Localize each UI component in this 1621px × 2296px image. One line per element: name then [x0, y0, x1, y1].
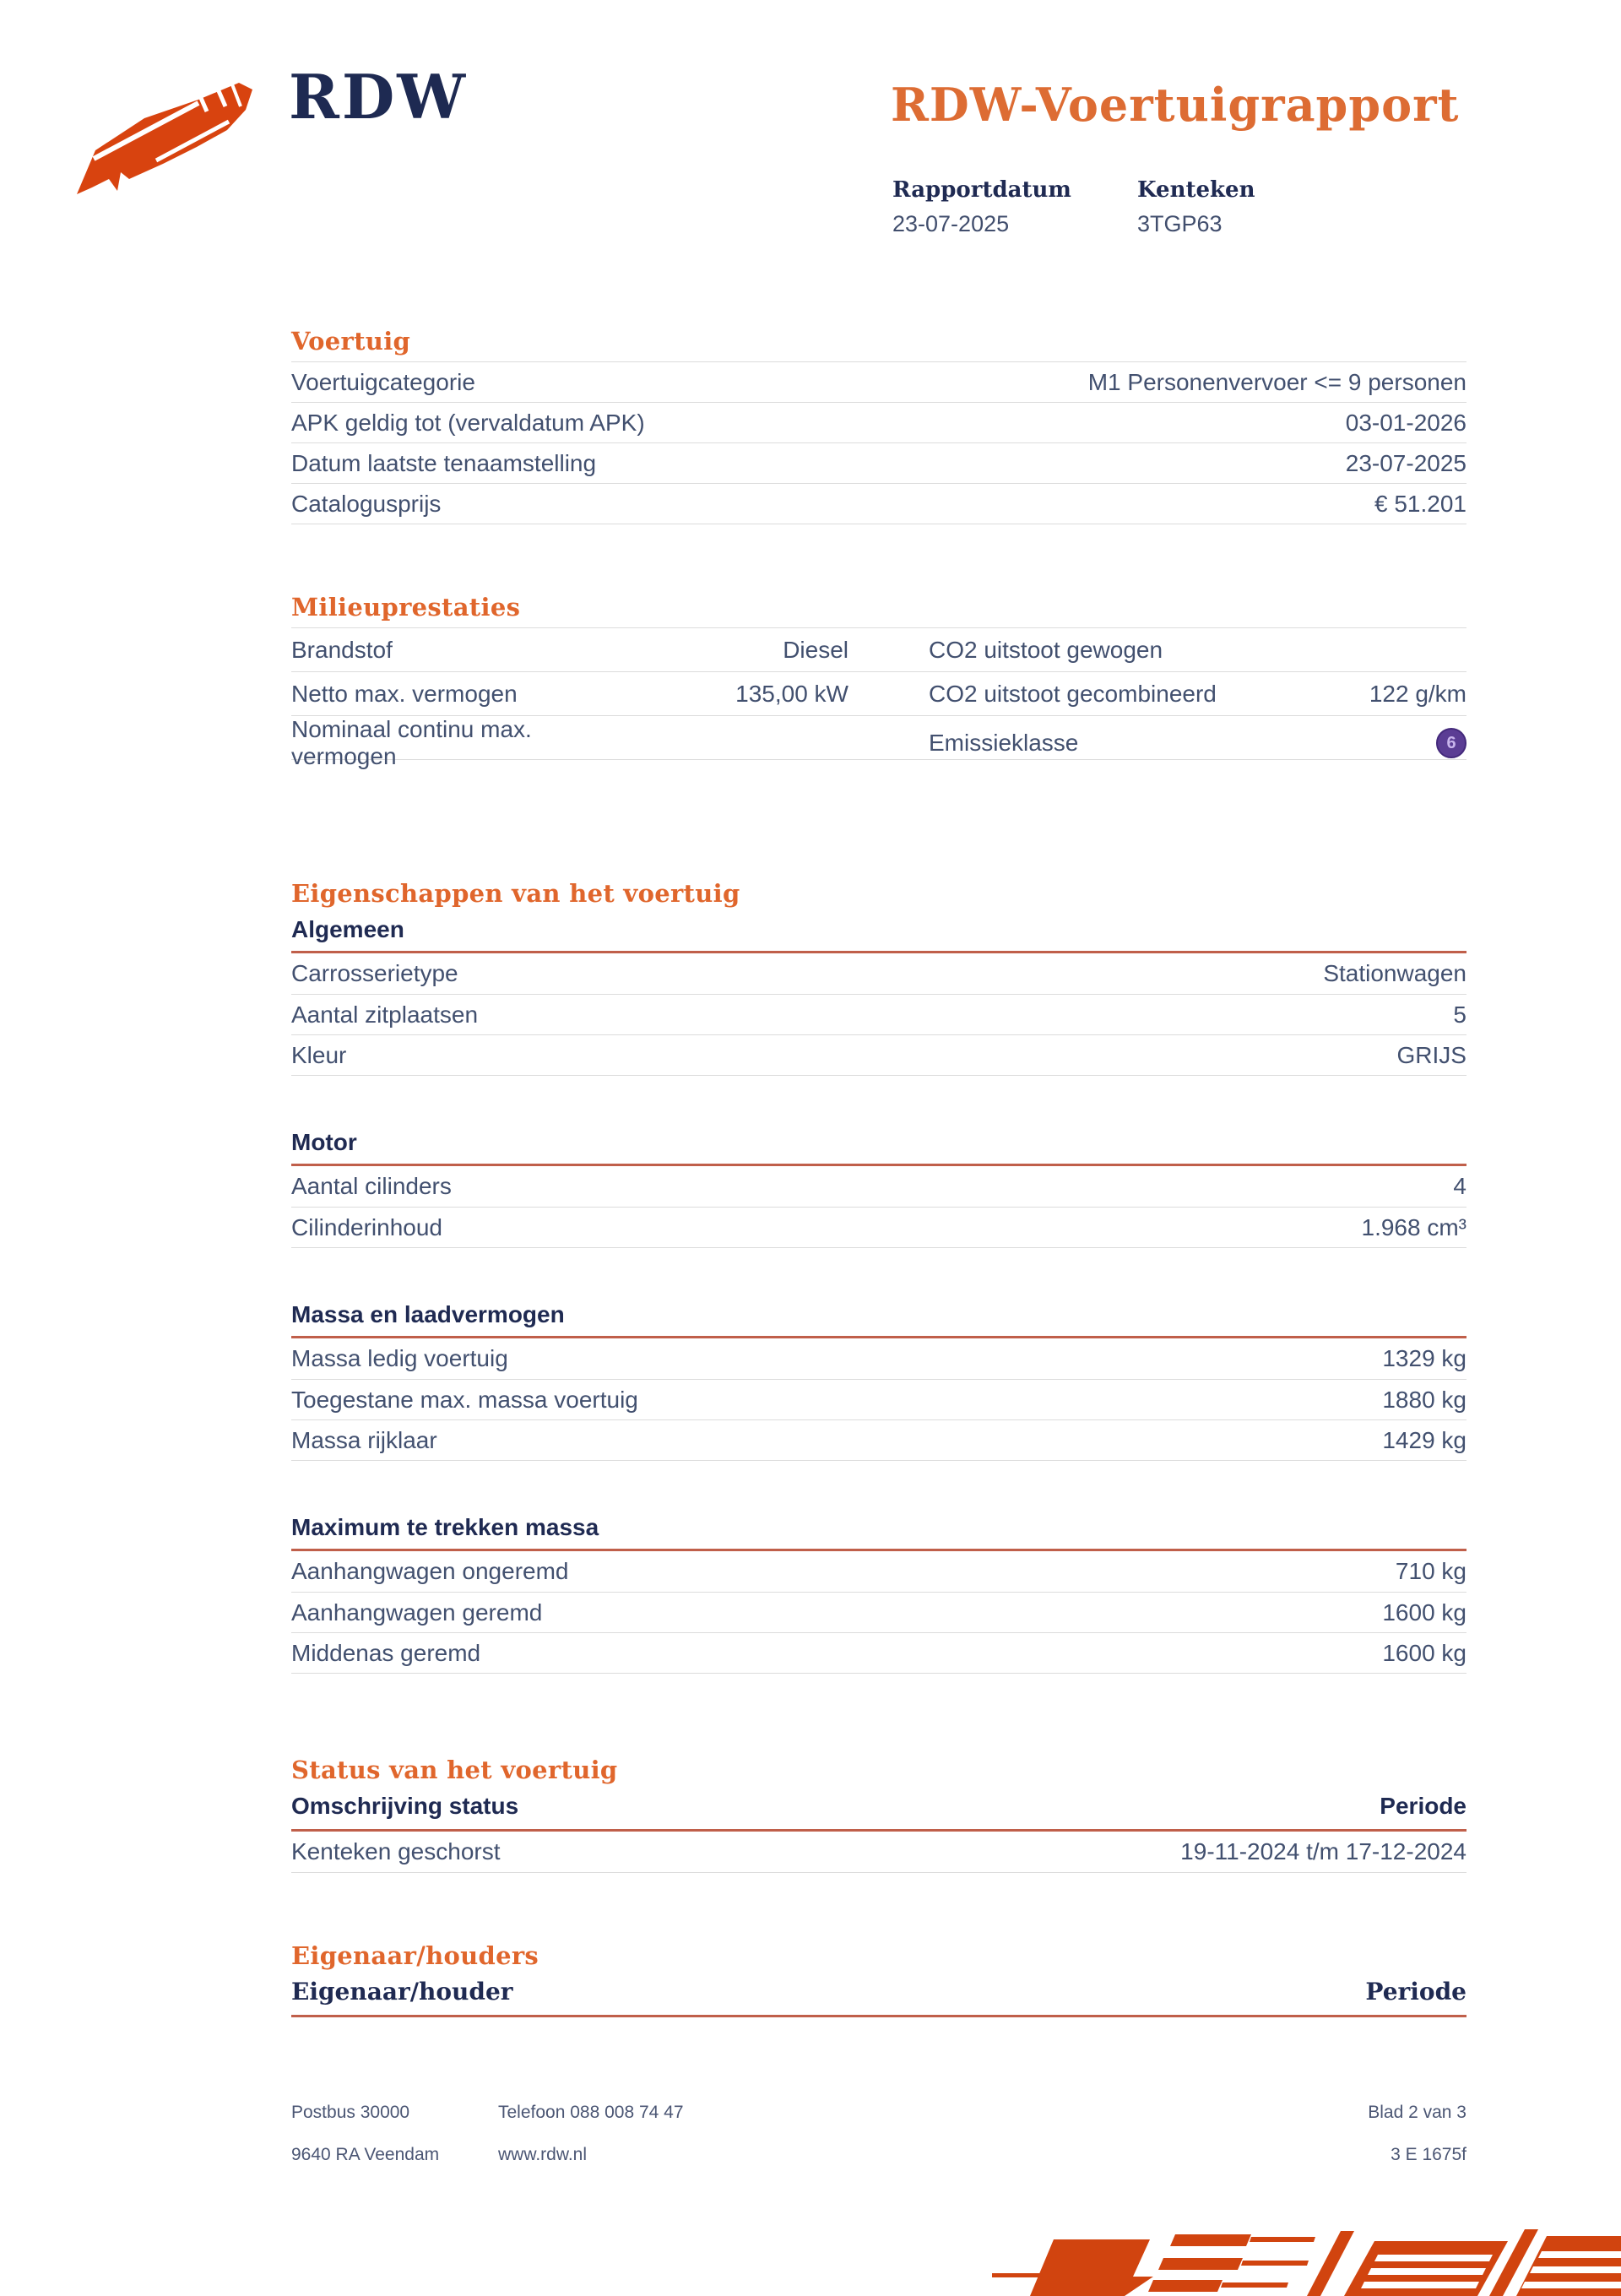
row-label: Aanhangwagen ongeremd	[291, 1558, 569, 1584]
row-label: Middenas geremd	[291, 1639, 481, 1666]
table-row	[291, 402, 1466, 442]
license-plate-label: Kenteken	[1137, 177, 1255, 203]
page-footer	[291, 2101, 1466, 2185]
trekken-massa-table	[291, 1551, 1466, 1674]
eigenaar-header-row	[291, 1978, 1466, 2017]
section-milieuprestaties	[291, 592, 1466, 769]
footer-page-info	[1368, 2101, 1466, 2185]
milieu-table	[291, 627, 1466, 769]
row-label: Nominaal continu max. vermogen	[291, 716, 532, 769]
table-row	[291, 1379, 1466, 1419]
row-label: CO2 uitstoot gewogen	[929, 636, 1163, 663]
table-row	[291, 1419, 1466, 1460]
row-value: 23-07-2025	[1345, 449, 1466, 476]
subsection-algemeen	[291, 915, 1466, 1076]
row-value: 03-01-2026	[1345, 409, 1466, 436]
table-row	[291, 1551, 1466, 1592]
row-value: Stationwagen	[1323, 960, 1466, 986]
license-plate-value: 3TGP63	[1137, 211, 1223, 236]
row-value: 1600 kg	[1382, 1639, 1466, 1666]
row-label: Voertuigcategorie	[291, 368, 475, 395]
row-label: Datum laatste tenaamstelling	[291, 449, 597, 476]
table-row	[291, 1166, 1466, 1207]
status-table	[291, 1832, 1466, 1873]
row-label: Toegestane max. massa voertuig	[291, 1386, 638, 1413]
rdw-feather-logo-icon	[72, 68, 258, 203]
section-eigenschappen	[291, 878, 1466, 1674]
row-value: 5	[1453, 1001, 1466, 1028]
section-voertuig	[291, 326, 1466, 524]
page-indicator: Blad 2 van 3	[1368, 2103, 1466, 2122]
algemeen-table	[291, 953, 1466, 1076]
table-row	[291, 715, 1466, 769]
row-label: Aantal zitplaatsen	[291, 1001, 479, 1028]
column-header: Periode	[1380, 1793, 1466, 1819]
voertuig-table	[291, 361, 1466, 524]
subsection-title: Algemeen	[291, 915, 1466, 953]
row-label: Brandstof	[291, 636, 393, 663]
row-value: 1880 kg	[1382, 1386, 1466, 1413]
row-label: Carrosserietype	[291, 960, 458, 986]
report-date-value: 23-07-2025	[892, 211, 1010, 236]
row-value: 4	[1453, 1173, 1466, 1199]
row-value: M1 Personenvervoer <= 9 personen	[1087, 368, 1466, 395]
table-row	[291, 1832, 1466, 1872]
section-title: Status van het voertuig	[291, 1756, 618, 1784]
table-row	[291, 994, 1466, 1034]
footer-address-line: 9640 RA Veendam	[291, 2145, 440, 2164]
row-label: Aanhangwagen geremd	[291, 1599, 543, 1626]
row-label: APK geldig tot (vervaldatum APK)	[291, 409, 645, 436]
section-eigenaar	[291, 1940, 1466, 2017]
table-row	[291, 671, 1466, 715]
section-title: Milieuprestaties	[291, 593, 521, 621]
subsection-title: Massa en laadvermogen	[291, 1300, 1466, 1338]
subsection-title: Maximum te trekken massa	[291, 1513, 1466, 1551]
massa-table	[291, 1338, 1466, 1461]
row-value	[1233, 728, 1466, 758]
section-title: Eigenaar/houders	[291, 1941, 539, 1970]
table-row	[291, 442, 1466, 483]
row-label: Kleur	[291, 1041, 347, 1068]
row-value: 135,00 kW	[735, 680, 848, 707]
table-row	[291, 361, 1466, 402]
table-row	[291, 483, 1466, 524]
subsection-trekken-massa	[291, 1513, 1466, 1674]
row-label: Massa ledig voertuig	[291, 1345, 508, 1371]
subsection-massa	[291, 1300, 1466, 1461]
section-title: Eigenschappen van het voertuig	[291, 879, 740, 908]
row-value: € 51.201	[1374, 490, 1466, 517]
table-row	[291, 1338, 1466, 1379]
row-label: Catalogusprijs	[291, 490, 442, 517]
row-value: Diesel	[783, 636, 848, 663]
footer-phone: Telefoon 088 008 74 47	[498, 2103, 684, 2122]
footer-contact-info	[498, 2101, 684, 2185]
row-value: 1.968 cm³	[1361, 1213, 1466, 1240]
row-value: GRIJS	[1396, 1041, 1466, 1068]
section-title: Voertuig	[291, 327, 411, 356]
subsection-title: Motor	[291, 1128, 1466, 1166]
form-code: 3 E 1675f	[1391, 2145, 1466, 2164]
page-title: RDW-Voertuigrapport	[891, 78, 1460, 132]
logo-wordmark: RDW	[289, 61, 469, 133]
row-label: Massa rijklaar	[291, 1426, 437, 1453]
column-header: Periode	[1365, 1978, 1466, 2006]
row-value: 1329 kg	[1382, 1345, 1466, 1371]
table-row	[291, 953, 1466, 994]
table-row	[291, 1592, 1466, 1632]
row-label: Emissieklasse	[929, 730, 1079, 756]
row-value: 710 kg	[1395, 1558, 1466, 1584]
report-body	[291, 0, 1466, 2017]
section-status	[291, 1755, 1466, 1873]
motor-table	[291, 1166, 1466, 1248]
table-row	[291, 1632, 1466, 1673]
rdw-speed-stripes-graphic	[912, 2226, 1621, 2296]
table-row	[291, 1207, 1466, 1247]
report-date-label: Rapportdatum	[892, 177, 1071, 203]
row-value: 19-11-2024 t/m 17-12-2024	[1180, 1838, 1466, 1864]
footer-website: www.rdw.nl	[498, 2145, 588, 2164]
footer-address	[291, 2101, 498, 2185]
row-label: CO2 uitstoot gecombineerd	[929, 680, 1217, 707]
row-label: Aantal cilinders	[291, 1173, 452, 1199]
footer-address-line: Postbus 30000	[291, 2103, 410, 2122]
row-label: Kenteken geschorst	[291, 1838, 501, 1864]
column-header: Omschrijving status	[291, 1793, 519, 1819]
row-label: Cilinderinhoud	[291, 1213, 443, 1240]
emission-class-badge: 6	[1436, 728, 1466, 758]
subsection-motor	[291, 1128, 1466, 1248]
column-header: Eigenaar/houder	[291, 1978, 513, 2006]
footer-contact	[291, 2101, 684, 2185]
row-value: 1429 kg	[1382, 1426, 1466, 1453]
status-header-row	[291, 1792, 1466, 1832]
row-label: Netto max. vermogen	[291, 680, 518, 707]
row-value: 1600 kg	[1382, 1599, 1466, 1626]
table-row	[291, 1034, 1466, 1075]
table-row	[291, 627, 1466, 671]
row-value: 122 g/km	[1369, 680, 1466, 707]
